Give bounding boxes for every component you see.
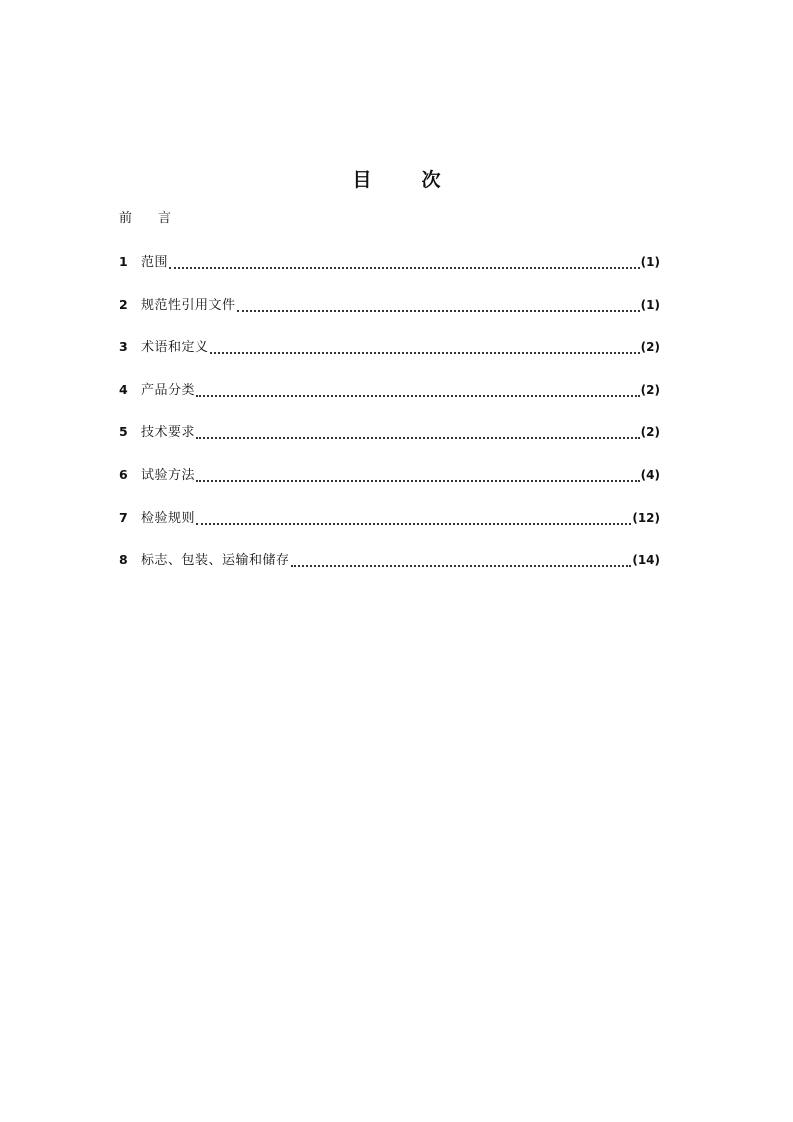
dot-leader	[196, 470, 640, 482]
toc-entry-number: 1	[119, 254, 128, 269]
foreword-heading	[119, 210, 171, 228]
toc-entry-text: 范围	[141, 255, 169, 270]
toc-entry-number: 6	[119, 466, 128, 482]
toc-entry-number: 3	[119, 339, 128, 355]
toc-entry-text: 产品分类	[141, 382, 196, 398]
toc-list	[119, 253, 660, 594]
dot-leader	[196, 427, 640, 439]
toc-entry-number: 5	[119, 424, 128, 440]
dot-leader	[196, 513, 631, 525]
dot-leader	[196, 385, 640, 397]
toc-entry	[119, 551, 660, 569]
toc-entry-text: 术语和定义	[141, 340, 209, 356]
toc-entry-text: 试验方法	[141, 467, 196, 483]
title-char-2: 次	[421, 169, 441, 191]
title-char-1: 目	[352, 169, 372, 191]
toc-entry	[119, 338, 660, 356]
dot-leader	[210, 342, 640, 354]
toc-entry-number: 4	[119, 381, 128, 397]
toc-entry	[119, 423, 660, 441]
toc-entry	[119, 381, 660, 399]
dot-leader	[237, 300, 640, 312]
toc-entry-text: 检验规则	[141, 510, 196, 526]
toc-entry-page: (4)	[640, 467, 660, 482]
toc-entry-page: (2)	[640, 340, 660, 355]
toc-entry-page: (1)	[640, 297, 660, 312]
foreword-char-2: 言	[158, 211, 172, 226]
toc-entry	[119, 466, 660, 484]
toc-entry-number: 8	[119, 552, 128, 568]
dot-leader	[291, 555, 632, 567]
toc-entry	[119, 509, 660, 527]
toc-entry-number: 2	[119, 296, 128, 312]
toc-entry-text: 技术要求	[141, 425, 196, 441]
toc-entry-number: 7	[119, 509, 128, 525]
dot-leader	[169, 257, 640, 269]
toc-entry-page: (2)	[640, 382, 660, 397]
toc-entry-page: (2)	[640, 425, 660, 440]
toc-entry-page: (1)	[640, 255, 660, 269]
toc-entry-page: (14)	[632, 553, 660, 568]
toc-entry	[119, 253, 660, 271]
toc-entry	[119, 296, 660, 314]
toc-entry-text: 标志、包装、运输和储存	[141, 553, 290, 569]
foreword-char-1: 前	[119, 211, 133, 226]
toc-entry-page: (12)	[632, 510, 660, 525]
page-title	[0, 168, 793, 192]
toc-entry-text: 规范性引用文件	[141, 297, 236, 313]
